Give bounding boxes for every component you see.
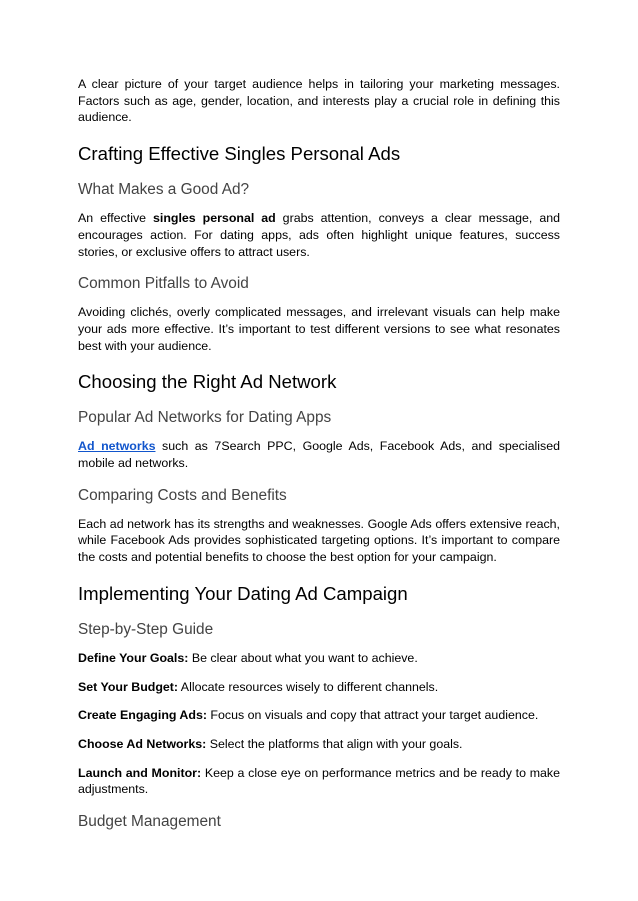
step-text: Be clear about what you want to achieve. (188, 650, 418, 665)
subheading-popular-networks: Popular Ad Networks for Dating Apps (78, 409, 332, 427)
subheading-costs: Comparing Costs and Benefits (78, 486, 287, 504)
step-item (78, 765, 560, 798)
costs-paragraph: Each ad network has its strengths and weaknesses. Google Ads offers extensive reach, while Facebook Ads provides sophisticated targeting options. It’s important to compare the costs and potential benefits to choose the best option for your campaign. (78, 516, 560, 565)
popular-networks-paragraph (78, 438, 560, 471)
step-text: Keep a close eye on performance metrics and be ready to make adjustments. (78, 765, 561, 797)
good-ad-text-after: grabs attention, conveys a clear message, and encourages action. For dating apps, ads often highlight unique features, success stories, or exclusive offers to attract users. (78, 211, 560, 259)
step-text: Select the platforms that align with your goals. (206, 736, 463, 751)
section-heading-network: Choosing the Right Ad Network (78, 371, 337, 393)
ad-networks-link[interactable]: Ad networks (78, 439, 156, 454)
step-label: Define Your Goals: (78, 650, 189, 665)
section-heading-campaign: Implementing Your Dating Ad Campaign (78, 582, 408, 604)
step-label: Set Your Budget: (78, 679, 179, 694)
subheading-good-ad: What Makes a Good Ad? (78, 181, 250, 199)
subheading-budget: Budget Management (78, 813, 221, 831)
section-heading-crafting: Crafting Effective Singles Personal Ads (78, 143, 401, 165)
subheading-step-guide: Step-by-Step Guide (78, 620, 214, 638)
subheading-pitfalls: Common Pitfalls to Avoid (78, 275, 249, 293)
step-text: Allocate resources wisely to different channels. (178, 679, 439, 694)
document-page (78, 76, 560, 831)
good-ad-text-before: An effective (78, 211, 153, 226)
step-label: Choose Ad Networks: (78, 736, 207, 751)
good-ad-bold-term: singles personal ad (153, 211, 276, 226)
step-item (78, 679, 560, 696)
step-label: Create Engaging Ads: (78, 708, 207, 723)
popular-networks-text: such as 7Search PPC, Google Ads, Facebook Ads, and specialised mobile ad networks. (78, 439, 560, 471)
intro-paragraph: A clear picture of your target audience helps in tailoring your marketing messages. Factors such as age, gender, location, and interests play a crucial role in defining this audience. (78, 77, 560, 125)
pitfalls-paragraph: Avoiding clichés, overly complicated messages, and irrelevant visuals can help make your ads more effective. It’s important to test different versions to see what resonates best with your audience. (78, 305, 560, 353)
step-item (78, 736, 560, 753)
step-item (78, 650, 560, 667)
step-label: Launch and Monitor: (78, 765, 202, 780)
good-ad-paragraph (78, 210, 560, 260)
step-item (78, 707, 560, 724)
step-text: Focus on visuals and copy that attract your target audience. (206, 708, 539, 723)
